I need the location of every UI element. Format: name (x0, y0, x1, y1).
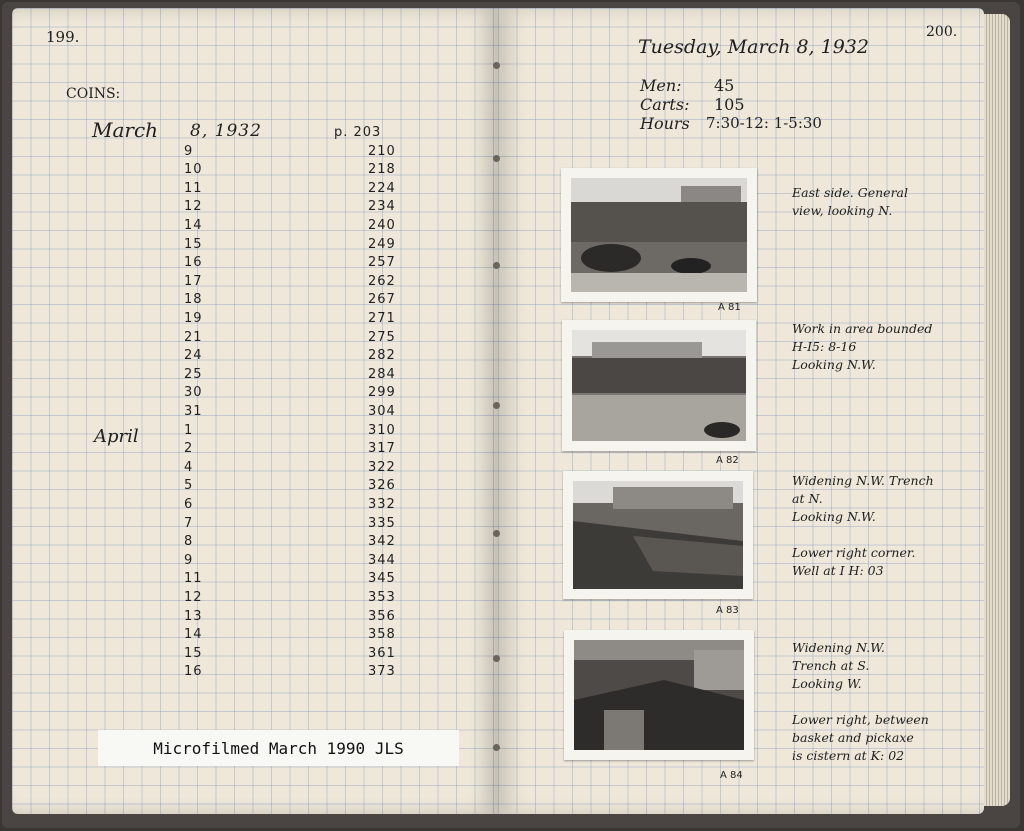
entry-page: 326 (368, 478, 396, 494)
month-april: April (94, 426, 139, 447)
entry-day: 9 (184, 552, 194, 568)
entry-page: 373 (368, 664, 396, 680)
carts-value: 105 (714, 95, 745, 114)
page-edges (984, 14, 1010, 806)
photo-image (574, 640, 744, 750)
entry-page: 356 (368, 608, 396, 624)
entry-day: 7 (184, 515, 194, 531)
entry-day: 24 (184, 348, 203, 364)
carts-label: Carts: (640, 95, 690, 114)
left-page (12, 8, 498, 814)
entry-page: 224 (368, 180, 396, 196)
entry-day: 12 (184, 590, 203, 605)
entry-page: 304 (368, 404, 396, 419)
entry-day: 15 (184, 236, 203, 252)
entry-page: 344 (368, 552, 396, 568)
entry-page: 257 (368, 255, 396, 271)
hours-label: Hours (640, 114, 690, 133)
entry-page: 262 (368, 273, 396, 289)
binding-ring (493, 155, 500, 162)
entry-day: 10 (184, 162, 203, 178)
entry-page: 345 (368, 571, 396, 587)
entry-day: 16 (184, 255, 203, 271)
caption-a84: Widening N.W. Trench at S. Looking W. Lower right, between basket and pickaxe is cistern at K: 02 (792, 640, 929, 763)
binding-ring (493, 744, 500, 751)
hours-value: 7:30-12: 1-5:30 (706, 114, 822, 132)
binding-ring (493, 655, 500, 662)
men-label: Men: (640, 76, 682, 95)
entry-page: 342 (368, 534, 396, 550)
entry-page: 358 (368, 627, 396, 643)
photo-id-a82: A 82 (716, 455, 739, 466)
photo-a84 (564, 630, 754, 760)
caption-a82: Work in area bounded H-I5: 8-16 Looking N.W. (792, 321, 933, 372)
entry-page: 271 (368, 311, 396, 326)
left-page-number: 199. (46, 28, 80, 46)
entry-day: 6 (184, 497, 194, 512)
entry-day: 18 (184, 292, 203, 308)
photo-a82 (562, 320, 756, 451)
entry-page: 282 (368, 348, 396, 364)
photo-id-a83: A 83 (716, 605, 739, 616)
entry-page: 275 (368, 329, 396, 345)
men-value: 45 (714, 76, 735, 95)
entry-day: 11 (184, 180, 203, 196)
entry-day: 1 (184, 422, 194, 438)
entry-day: 31 (184, 404, 203, 419)
entry-day: 9 (184, 143, 194, 159)
entry-day: 12 (184, 199, 203, 215)
entry-page: 317 (368, 441, 396, 457)
entry-page: 234 (368, 199, 396, 215)
entry-day: 14 (184, 627, 203, 643)
entry-page: 299 (368, 385, 396, 401)
entry-day: 2 (184, 441, 194, 457)
photo-a81 (561, 168, 757, 302)
entry-day: 30 (184, 385, 203, 401)
entry-day: 13 (184, 608, 203, 624)
entry-page: p. 203 (334, 125, 382, 140)
entry-date: Tuesday, March 8, 1932 (638, 36, 869, 58)
binding-ring (493, 530, 500, 537)
entry-page: 310 (368, 422, 396, 438)
entry-day: 21 (184, 329, 203, 345)
entry-day: 16 (184, 664, 203, 680)
photo-image (571, 178, 747, 292)
entry-page: 284 (368, 366, 396, 382)
entry-day: 11 (184, 571, 203, 587)
entry-page: 322 (368, 459, 396, 475)
entry-day: 15 (184, 645, 203, 661)
binding-ring (493, 62, 500, 69)
entry-day: 8 (184, 534, 194, 550)
entry-day: 4 (184, 459, 194, 475)
entry-page: 218 (368, 162, 396, 178)
entry-page: 353 (368, 590, 396, 605)
caption-a81: East side. General view, looking N. (792, 185, 909, 218)
entry-page: 361 (368, 645, 396, 661)
entry-day: 19 (184, 311, 203, 326)
binding-ring (493, 402, 500, 409)
microfilm-stamp: Microfilmed March 1990 JLS (98, 730, 459, 766)
entry-day: 8, 1932 (190, 121, 262, 141)
entry-day: 14 (184, 218, 203, 233)
entry-day: 17 (184, 273, 203, 289)
entry-page: 240 (368, 218, 396, 233)
photo-image (573, 481, 743, 589)
entry-page: 249 (368, 236, 396, 252)
photo-a83 (563, 471, 753, 599)
entry-page: 335 (368, 515, 396, 531)
caption-a83: Widening N.W. Trench at N. Looking N.W. Lower right corner. Well at I H: 03 (792, 473, 934, 578)
entry-day: 5 (184, 478, 194, 494)
right-page-number: 200. (926, 24, 958, 40)
month-march: March (92, 118, 159, 142)
photo-id-a81: A 81 (718, 302, 741, 313)
photo-id-a84: A 84 (720, 770, 743, 781)
binding-ring (493, 262, 500, 269)
entry-page: 267 (368, 292, 396, 308)
coins-heading: COINS: (66, 86, 121, 102)
photo-image (572, 330, 746, 441)
entry-page: 210 (368, 143, 396, 159)
entry-page: 332 (368, 497, 396, 512)
entry-day: 25 (184, 366, 203, 382)
